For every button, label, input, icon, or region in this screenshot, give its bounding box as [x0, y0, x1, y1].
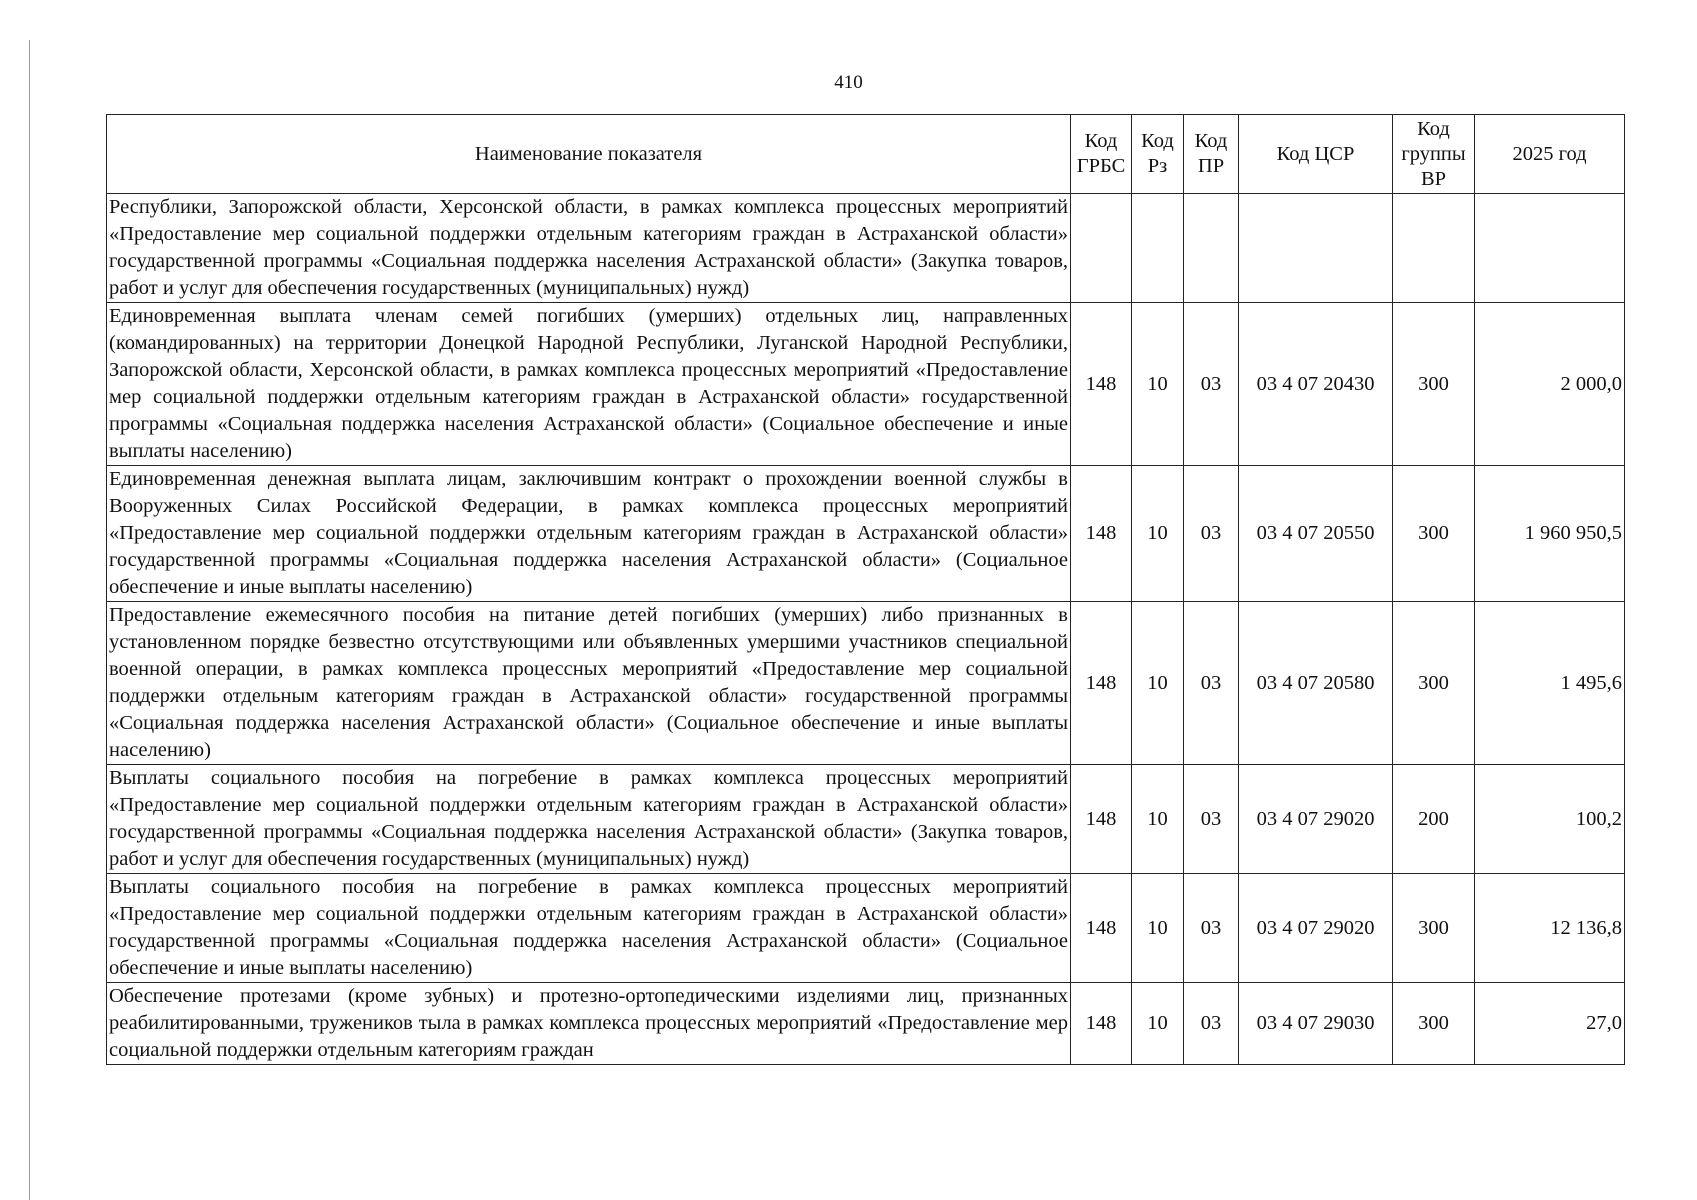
row-rz: [1132, 194, 1184, 303]
row-rz: 10: [1132, 303, 1184, 466]
row-sum: 27,0: [1475, 983, 1625, 1065]
table-row: [107, 466, 1625, 602]
row-csr: 03 4 07 29020: [1239, 765, 1393, 874]
header-grbs: Код ГРБС: [1071, 115, 1132, 194]
row-pr: 03: [1184, 765, 1239, 874]
row-grbs: [1071, 194, 1132, 303]
header-vr: Код группы ВР: [1393, 115, 1475, 194]
table-row: [107, 983, 1625, 1065]
row-vr: 300: [1393, 983, 1475, 1065]
row-pr: 03: [1184, 466, 1239, 602]
row-sum: [1475, 194, 1625, 303]
row-vr: 300: [1393, 303, 1475, 466]
row-pr: [1184, 194, 1239, 303]
row-rz: 10: [1132, 874, 1184, 983]
row-sum: 100,2: [1475, 765, 1625, 874]
row-pr: 03: [1184, 874, 1239, 983]
header-year: 2025 год: [1475, 115, 1625, 194]
page-number: 410: [834, 72, 863, 93]
budget-table: [106, 114, 1625, 1065]
row-vr: [1393, 194, 1475, 303]
table-row: [107, 602, 1625, 765]
row-sum: 12 136,8: [1475, 874, 1625, 983]
row-csr: 03 4 07 20580: [1239, 602, 1393, 765]
row-pr: 03: [1184, 983, 1239, 1065]
header-name: Наименование показателя: [107, 115, 1071, 194]
left-margin-line: [29, 40, 30, 1200]
header-csr: Код ЦСР: [1239, 115, 1393, 194]
row-vr: 200: [1393, 765, 1475, 874]
row-name: Выплаты социального пособия на погребение в рамках комплекса процессных мероприятий «Предоставление мер социальной поддержки отдельным категориям граждан в Астраханской области» государственной программы «Социальная поддержка населения Астраханской области» (Закупка товаров, работ и услуг для обеспечения государственных (муниципальных) нужд): [107, 765, 1071, 874]
row-csr: 03 4 07 20430: [1239, 303, 1393, 466]
row-name: Предоставление ежемесячного пособия на питание детей погибших (умерших) либо признанных в установленном порядке безвестно отсутствующими или объявленных умершими участников специальной военной операции, в рамках комплекса процессных мероприятий «Предоставление мер социальной поддержки отдельным категориям граждан в Астраханской области» государственной программы «Социальная поддержка населения Астраханской области» (Социальное обеспечение и иные выплаты населению): [107, 602, 1071, 765]
row-name: Единовременная выплата членам семей погибших (умерших) отдельных лиц, направленных (командированных) на территории Донецкой Народной Республики, Луганской Народной Республики, Запорожской области, Херсонской области, в рамках комплекса процессных мероприятий «Предоставление мер социальной поддержки отдельным категориям граждан в Астраханской области» государственной программы «Социальная поддержка населения Астраханской области» (Социальное обеспечение и иные выплаты населению): [107, 303, 1071, 466]
row-csr: 03 4 07 29020: [1239, 874, 1393, 983]
row-vr: 300: [1393, 874, 1475, 983]
row-grbs: 148: [1071, 303, 1132, 466]
row-name: Единовременная денежная выплата лицам, заключившим контракт о прохождении военной службы в Вооруженных Силах Российской Федерации, в рамках комплекса процессных мероприятий «Предоставление мер социальной поддержки отдельным категориям граждан в Астраханской области» государственной программы «Социальная поддержка населения Астраханской области» (Социальное обеспечение и иные выплаты населению): [107, 466, 1071, 602]
header-rz: Код Рз: [1132, 115, 1184, 194]
row-csr: 03 4 07 20550: [1239, 466, 1393, 602]
row-sum: 1 960 950,5: [1475, 466, 1625, 602]
row-csr: [1239, 194, 1393, 303]
row-name: Выплаты социального пособия на погребение в рамках комплекса процессных мероприятий «Предоставление мер социальной поддержки отдельным категориям граждан в Астраханской области» государственной программы «Социальная поддержка населения Астраханской области» (Социальное обеспечение и иные выплаты населению): [107, 874, 1071, 983]
row-grbs: 148: [1071, 983, 1132, 1065]
row-pr: 03: [1184, 602, 1239, 765]
row-grbs: 148: [1071, 765, 1132, 874]
row-rz: 10: [1132, 602, 1184, 765]
table-row: [107, 874, 1625, 983]
row-sum: 2 000,0: [1475, 303, 1625, 466]
row-vr: 300: [1393, 602, 1475, 765]
row-csr: 03 4 07 29030: [1239, 983, 1393, 1065]
row-rz: 10: [1132, 466, 1184, 602]
row-sum: 1 495,6: [1475, 602, 1625, 765]
row-rz: 10: [1132, 765, 1184, 874]
row-pr: 03: [1184, 303, 1239, 466]
row-name: Республики, Запорожской области, Херсонской области, в рамках комплекса процессных мероприятий «Предоставление мер социальной поддержки отдельным категориям граждан в Астраханской области» государственной программы «Социальная поддержка населения Астраханской области» (Закупка товаров, работ и услуг для обеспечения государственных (муниципальных) нужд): [107, 194, 1071, 303]
row-grbs: 148: [1071, 466, 1132, 602]
row-name: Обеспечение протезами (кроме зубных) и протезно-ортопедическими изделиями лиц, признанных реабилитированными, тружеников тыла в рамках комплекса процессных мероприятий «Предоставление мер социальной поддержки отдельным категориям граждан: [107, 983, 1071, 1065]
row-grbs: 148: [1071, 602, 1132, 765]
row-grbs: 148: [1071, 874, 1132, 983]
table-row: [107, 303, 1625, 466]
table-row: [107, 194, 1625, 303]
table-row: [107, 765, 1625, 874]
table-header-row: [107, 115, 1625, 194]
row-rz: 10: [1132, 983, 1184, 1065]
header-pr: Код ПР: [1184, 115, 1239, 194]
row-vr: 300: [1393, 466, 1475, 602]
